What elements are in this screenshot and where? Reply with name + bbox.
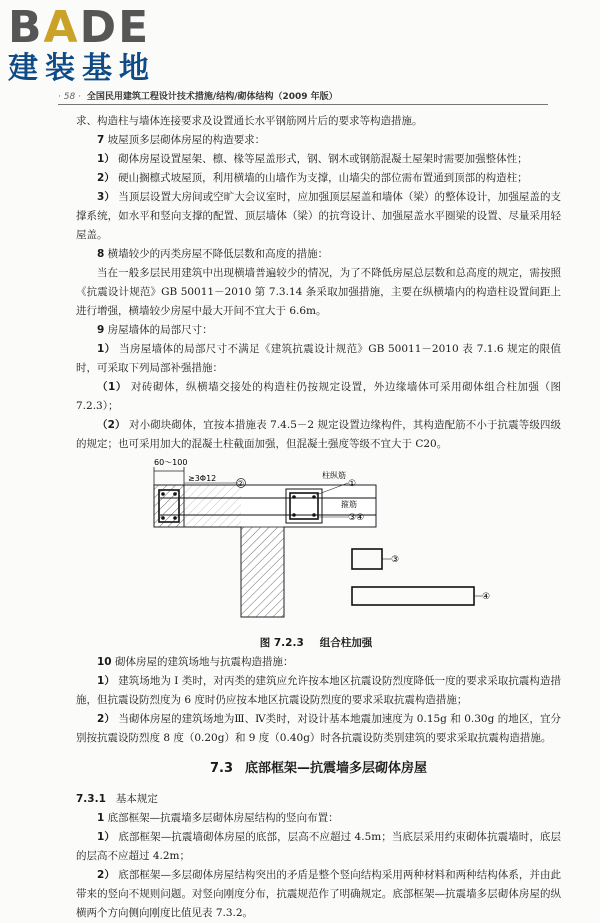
section-number: 7.3 [209, 761, 233, 776]
stirrup-label: 箍筋 [341, 500, 357, 509]
paragraph-group-middle [76, 653, 561, 748]
item-number: 10 [97, 656, 112, 668]
running-header [58, 89, 558, 102]
paragraph-group-bottom [76, 809, 561, 923]
item-number: 1） [97, 343, 116, 355]
paragraph-text: 当房屋墙体的局部尺寸不满足《建筑抗震设计规范》GB 50011－2010 表 7.1.6 规定的限值时，可采取下列局部补强措施： [76, 343, 561, 374]
item-number: 7 [97, 134, 105, 146]
brand-logo [8, 2, 178, 86]
item-number: 2） [97, 172, 115, 184]
item-number: 1） [97, 831, 115, 843]
cross-wall-hatch [241, 527, 284, 617]
section-title: 底部框架—抗震墙多层砌体房屋 [245, 761, 428, 776]
paragraph-text: 砌体房屋设置屋架、檩、椽等屋盖形式，钢、钢木或钢筋混凝土屋架时需要加强整体性； [118, 153, 528, 165]
paragraph-text: 横墙较少的丙类房屋不降低层数和高度的措施： [107, 248, 329, 260]
paragraph [76, 264, 561, 321]
stirrup-detail-4 [352, 587, 474, 605]
header-divider [58, 104, 548, 105]
page-number: · 58 · [58, 92, 81, 102]
paragraph [76, 321, 561, 340]
subsection-number: 7.3.1 [76, 793, 106, 805]
figure-title: 组合柱加强 [319, 637, 373, 649]
page-body [76, 112, 561, 923]
paragraph [76, 653, 561, 672]
figure-caption [216, 635, 416, 650]
logo-subtitle: 建装基地 [8, 51, 156, 86]
item-number: 2） [97, 713, 115, 725]
paragraph [76, 416, 561, 454]
constructional-column [286, 489, 322, 523]
paragraph-group-top [76, 112, 561, 454]
item-number: 1 [97, 812, 105, 824]
marker-2-label: ② [237, 479, 245, 488]
figure-7-2-3 [76, 457, 561, 653]
paragraph [76, 340, 561, 378]
paragraph-text: 对砖砌体，纵横墙交接处的构造柱仍按规定设置，外边缘墙体可采用砌体组合柱加强（图 7.2.3）； [76, 381, 561, 412]
paragraph [76, 188, 561, 245]
wall-hatch [184, 485, 241, 527]
dimension-label: 60～100 [154, 458, 188, 467]
subsection-title: 基本规定 [115, 793, 158, 805]
paragraph [76, 710, 561, 748]
item-number: 8 [97, 248, 105, 260]
paragraph-text: 房屋墙体的局部尺寸： [107, 324, 213, 336]
logo-wordmark: BADE [8, 2, 151, 53]
marker-4-label: ④ [482, 592, 491, 602]
paragraph-text: 硬山搁檩式坡屋顶，利用横墙的山墙作为支撑，山墙尖的部位需布置通到顶部的构造柱； [118, 172, 528, 184]
item-number: 2） [97, 869, 115, 881]
paragraph-text: 坡屋顶多层砌体房屋的构造要求： [107, 134, 266, 146]
paragraph-text: 求、构造柱与墙体连接要求及设置通长水平钢筋网片后的要求等构造措施。 [76, 115, 423, 127]
paragraph [76, 245, 561, 264]
item-number: 9 [97, 324, 105, 336]
section-heading-7-3 [76, 760, 561, 778]
paragraph-text: 建筑场地为 I 类时，对丙类的建筑应允许按本地区抗震设防烈度降低一度的要求采取抗震构造措施，但抗震设防烈度为 6 度时仍应按本地区抗震设防烈度的要求采取抗震构造措施； [76, 675, 561, 706]
paragraph [76, 378, 561, 416]
item-number: （2） [97, 419, 126, 431]
paragraph [76, 809, 561, 828]
composite-column-diagram [76, 457, 561, 633]
paragraph [76, 112, 561, 131]
paragraph-text: 底部框架—多层砌体房屋结构突出的矛盾是整个竖向结构采用两种材料和两种结构体系，并由此带来的竖向不规则问题。对竖向刚度分布，抗震规范作了明确规定。底部框架—抗震墙多层砌体房屋的纵横两个方向侧向刚度比值见表 7.3.2。 [76, 869, 561, 919]
subsection-heading-7-3-1 [76, 790, 561, 809]
figure-number: 图 7.2.3 [259, 637, 304, 649]
paragraph [76, 866, 561, 923]
paragraph-text: 当砌体房屋的建筑场地为Ⅲ、Ⅳ类时，对设计基本地震加速度为 0.15g 和 0.30g 的地区，宜分别按抗震设防烈度 8 度（0.20g）和 9 度（0.40g）时各抗震设防类别建筑的要求采取抗震构造措施。 [76, 713, 561, 744]
item-number: 1） [97, 675, 115, 687]
bar-spec-label: ≥3Φ12 [188, 474, 217, 483]
paragraph-text: 当在一般多层民用建筑中出现横墙普遍较少的情况，为了不降低房屋总层数和总高度的规定，需按照《抗震设计规范》GB 50011－2010 第 7.3.14 条采取加强措施，主要在纵横墙内的构造柱设置间距上进行增强，横墙较少房屋中最大开间不宜大于 6.6m。 [76, 267, 561, 317]
paragraph [76, 672, 561, 710]
column-bar-label: 柱纵筋 [322, 471, 346, 480]
paragraph [76, 131, 561, 150]
paragraph-text: 砌体房屋的建筑场地与抗震构造措施： [114, 656, 294, 668]
marker-34-label: ③④ [348, 513, 365, 523]
item-number: 3） [97, 191, 115, 203]
paragraph [76, 169, 561, 188]
stirrup-detail-3 [352, 549, 382, 569]
item-number: （1） [97, 381, 127, 393]
marker-3-label: ③ [391, 555, 400, 565]
item-number: 1） [97, 153, 115, 165]
paragraph-text: 对小砌块砌体，宜按本措施表 7.4.5－2 规定设置边缘构件，其构造配筋不小于抗震等级四级的规定；也可采用加大的混凝土柱截面加强，但混凝土强度等级不宜大于 C20。 [76, 419, 562, 450]
marker-1-label: ① [348, 479, 357, 489]
paragraph [76, 150, 561, 169]
book-title: 全国民用建筑工程设计技术措施/结构/砌体结构（2009 年版） [86, 92, 338, 102]
paragraph-text: 底部框架—抗震墙砌体房屋的底部，层高不应超过 4.5m；当底层采用约束砌体抗震墙时，底层的层高不应超过 4.2m； [76, 831, 561, 862]
paragraph-text: 当顶层设置大房间或空旷大会议室时，应加强顶层屋盖和墙体（梁）的整体设计，加强屋盖的支撑系统，如水平和竖向支撑的配置、顶层墙体（梁）的抗弯设计、加强屋盖水平圈梁的设置、尽量采用轻屋盖。 [76, 191, 561, 241]
paragraph [76, 828, 561, 866]
paragraph-text: 底部框架—抗震墙多层砌体房屋结构的竖向布置： [107, 812, 339, 824]
